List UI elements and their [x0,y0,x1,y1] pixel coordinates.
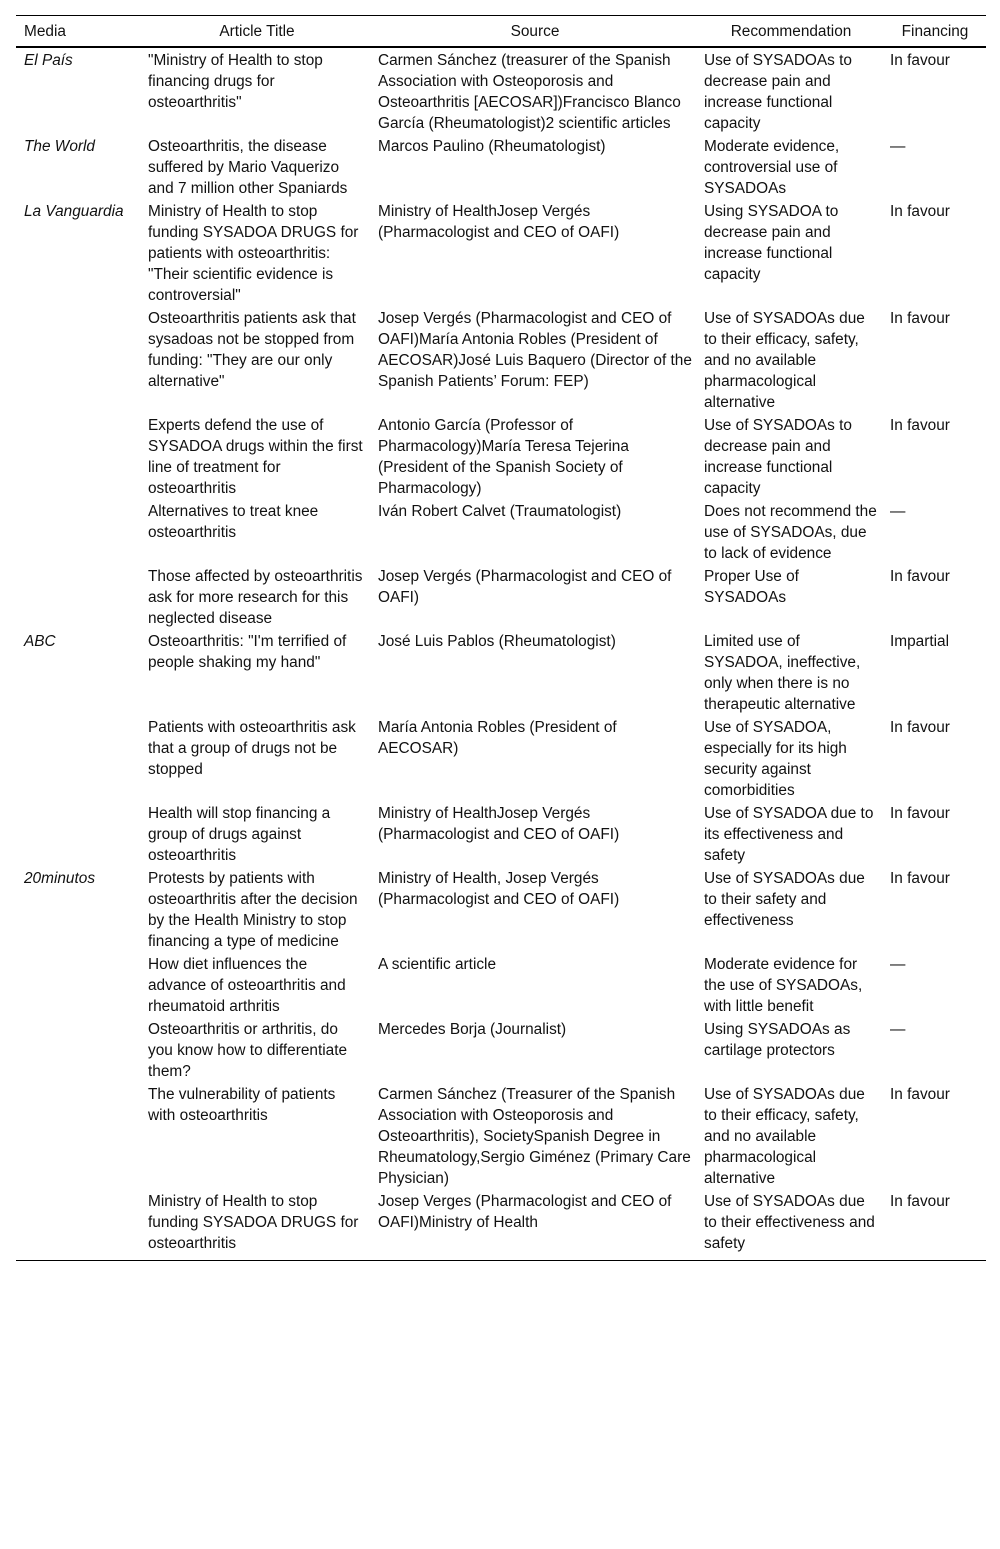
recommendation-cell: Using SYSADOAs as cartilage protectors [704,1021,851,1059]
table-row [16,413,986,499]
source-cell: Antonio García (Professor of Pharmacology)María Teresa Tejerina (President of the Spanish Society of Pharmacology) [378,417,629,497]
media-cell: ABC [24,633,56,650]
recommendation-cell: Moderate evidence, controversial use of SYSADOAs [704,138,840,197]
article-title-cell: Those affected by osteoarthritis ask for more research for this neglected disease [148,568,363,627]
financing-cell: In favour [890,417,950,434]
financing-cell: In favour [884,1189,986,1261]
article-title-cell: Health will stop financing a group of drugs against osteoarthritis [148,805,331,864]
media-cell: La Vanguardia [24,203,124,220]
article-title-cell: Patients with osteoarthritis ask that a group of drugs not be stopped [148,719,356,778]
financing-cell: — [890,956,906,973]
media-cell [16,306,142,413]
source-cell: Iván Robert Calvet (Traumatologist) [378,503,622,520]
recommendation-cell: Use of SYSADOA due to its effectiveness and safety [704,805,874,864]
article-title-cell: Ministry of Health to stop funding SYSADOA DRUGS for patients with osteoarthritis: "Their scientific evidence is controversial" [148,203,359,304]
article-title-cell: Experts defend the use of SYSADOA drugs within the first line of treatment for osteoarthritis [148,417,363,497]
media-cell [16,1189,142,1261]
media-cell [16,413,142,499]
article-title-cell: Osteoarthritis patients ask that sysadoas not be stopped from funding: "They are our only alternative" [148,310,356,390]
media-cell [16,1082,142,1189]
column-header-article-title: Article Title [142,16,372,48]
financing-cell: Impartial [890,633,950,650]
column-header-media: Media [16,16,142,48]
table-row [16,47,986,134]
source-cell: José Luis Pablos (Rheumatologist) [378,633,616,650]
source-cell: Ministry of Health, Josep Vergés (Pharmacologist and CEO of OAFI) [378,870,620,908]
table-row [16,952,986,1017]
source-cell: A scientific article [378,956,497,973]
financing-cell: In favour [890,203,950,220]
financing-cell: In favour [890,1086,950,1103]
table-row [16,866,986,952]
recommendation-cell: Does not recommend the use of SYSADOAs, due to lack of evidence [704,503,877,562]
media-cell [16,564,142,629]
table-header [16,16,986,48]
article-title-cell: Osteoarthritis, the disease suffered by Mario Vaquerizo and 7 million other Spaniards [148,138,348,197]
media-coverage-table [16,15,986,1261]
table-row [16,1017,986,1082]
article-title-cell: Protests by patients with osteoarthritis after the decision by the Health Ministry to stop financing a type of medicine [148,870,358,950]
article-title-cell: Alternatives to treat knee osteoarthritis [148,503,319,541]
table-row [16,1189,986,1261]
source-cell: Josep Verges (Pharmacologist and CEO of OAFI)Ministry of Health [372,1189,698,1261]
article-title-cell: The vulnerability of patients with osteoarthritis [148,1086,336,1124]
article-title-cell: Osteoarthritis or arthritis, do you know how to differentiate them? [148,1021,348,1080]
recommendation-cell: Use of SYSADOAs to decrease pain and increase functional capacity [704,417,852,497]
table-row [16,199,986,306]
source-cell: Mercedes Borja (Journalist) [378,1021,567,1038]
table-row [16,499,986,564]
table-row [16,629,986,715]
recommendation-cell: Use of SYSADOAs due to their effectiveness and safety [698,1189,884,1261]
source-cell: María Antonia Robles (President of AECOSAR) [378,719,617,757]
financing-cell: — [890,1021,906,1038]
table-row [16,1082,986,1189]
recommendation-cell: Use of SYSADOAs due to their safety and effectiveness [704,870,865,929]
table-row [16,134,986,199]
column-header-financing: Financing [884,16,986,48]
recommendation-cell: Limited use of SYSADOA, ineffective, only when there is no therapeutic alternative [704,633,861,713]
media-coverage-table-container [16,15,986,1261]
recommendation-cell: Moderate evidence for the use of SYSADOAs, with little benefit [704,956,863,1015]
media-cell [16,499,142,564]
financing-cell: — [890,503,906,520]
media-cell: El País [24,52,73,69]
table-body [16,47,986,1261]
financing-cell: In favour [890,52,950,69]
media-cell [16,1017,142,1082]
header-row [16,16,986,48]
recommendation-cell: Proper Use of SYSADOAs [704,568,799,606]
source-cell: Carmen Sánchez (Treasurer of the Spanish Association with Osteoporosis and Osteoarthritis), SocietySpanish Degree in Rheumatology,Sergio Giménez (Primary Care Physician) [378,1086,691,1187]
media-cell [16,715,142,801]
financing-cell: — [890,138,906,155]
financing-cell: In favour [890,719,950,736]
table-row [16,801,986,866]
table-row [16,715,986,801]
financing-cell: In favour [890,568,950,585]
article-title-cell: Osteoarthritis: "I'm terrified of people shaking my hand" [148,633,347,671]
media-cell [16,952,142,1017]
article-title-cell: "Ministry of Health to stop financing drugs for osteoarthritis" [148,52,323,111]
source-cell: Marcos Paulino (Rheumatologist) [378,138,606,155]
media-cell: The World [24,138,95,155]
article-title-cell: How diet influences the advance of osteoarthritis and rheumatoid arthritis [148,956,346,1015]
financing-cell: In favour [890,310,950,327]
article-title-cell: Ministry of Health to stop funding SYSADOA DRUGS for osteoarthritis [142,1189,372,1261]
source-cell: Josep Vergés (Pharmacologist and CEO of OAFI) [378,568,672,606]
source-cell: Ministry of HealthJosep Vergés (Pharmacologist and CEO of OAFI) [378,805,620,843]
media-cell [16,801,142,866]
recommendation-cell: Use of SYSADOA, especially for its high security against comorbidities [704,719,847,799]
table-row [16,564,986,629]
source-cell: Ministry of HealthJosep Vergés (Pharmacologist and CEO of OAFI) [378,203,620,241]
financing-cell: In favour [890,870,950,887]
column-header-source: Source [372,16,698,48]
financing-cell: In favour [890,805,950,822]
recommendation-cell: Use of SYSADOAs to decrease pain and increase functional capacity [704,52,852,132]
column-header-recommendation: Recommendation [698,16,884,48]
media-cell: 20minutos [24,870,96,887]
recommendation-cell: Using SYSADOA to decrease pain and increase functional capacity [704,203,839,283]
table-row [16,306,986,413]
source-cell: Josep Vergés (Pharmacologist and CEO of OAFI)María Antonia Robles (President of AECOSAR)José Luis Baquero (Director of the Spanish Patients’ Forum: FEP) [378,310,692,390]
recommendation-cell: Use of SYSADOAs due to their efficacy, safety, and no available pharmacological alternative [704,310,865,411]
source-cell: Carmen Sánchez (treasurer of the Spanish Association with Osteoporosis and Osteoarthritis [AECOSAR])Francisco Blanco García (Rheumatologist)2 scientific articles [378,52,681,132]
recommendation-cell: Use of SYSADOAs due to their efficacy, safety, and no available pharmacological alternative [704,1086,865,1187]
